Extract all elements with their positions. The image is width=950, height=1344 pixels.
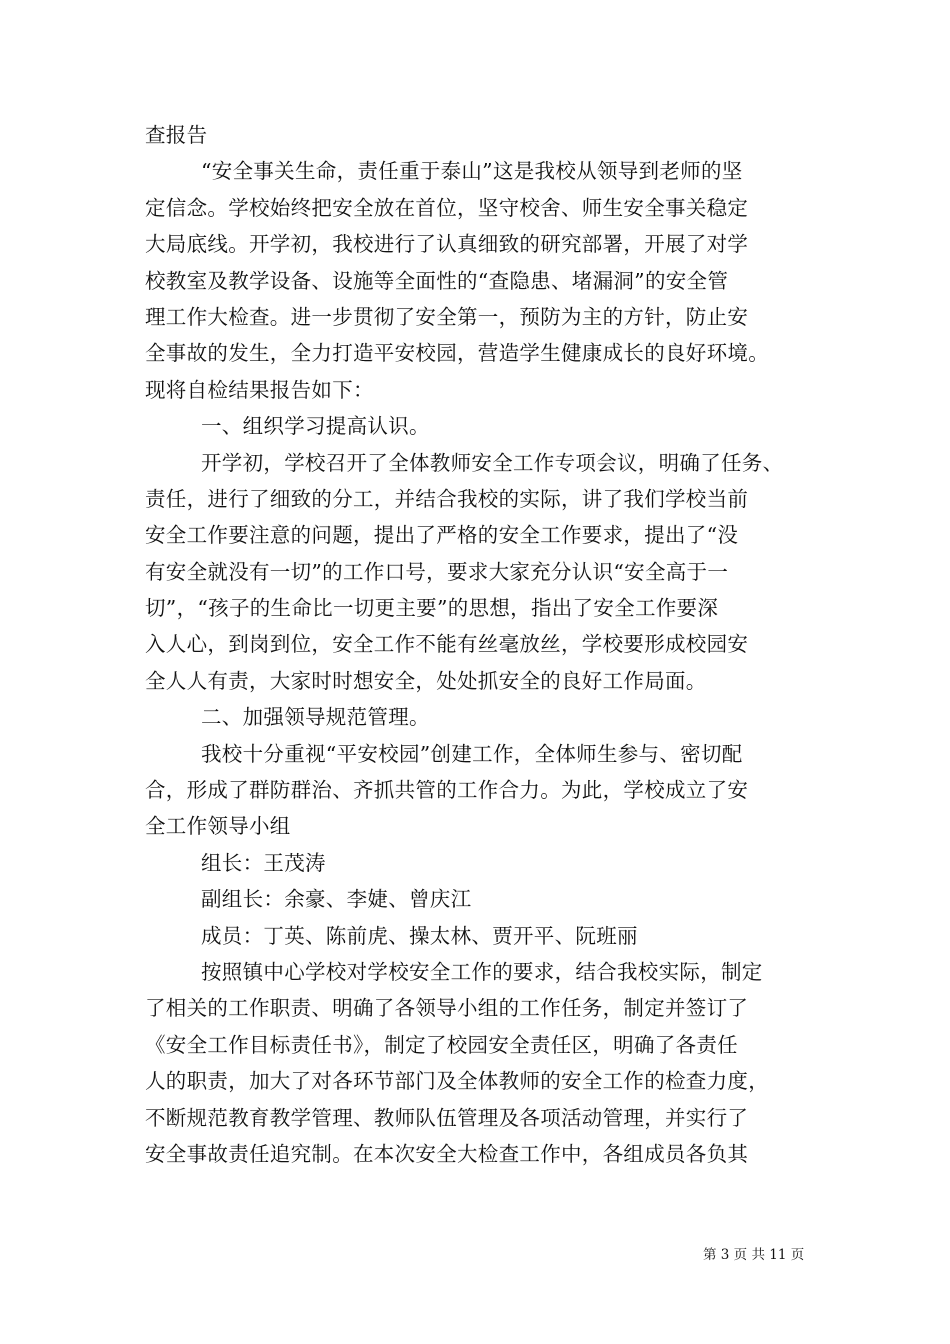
section-heading: 一、组织学习提高认识。 (201, 414, 430, 439)
text-line: 大局底线。开学初，我校进行了认真细致的研究部署，开展了对学 (145, 232, 749, 257)
text-line: 入人心，到岗到位，安全工作不能有丝毫放丝，学校要形成校园安 (145, 632, 749, 657)
text-line: 现将自检结果报告如下： (145, 377, 374, 402)
text-line: 校教室及教学设备、设施等全面性的“查隐患、堵漏洞”的安全管 (145, 268, 729, 293)
document-body (145, 117, 825, 1172)
text-line: 开学初，学校召开了全体教师安全工作专项会议，明确了任务、 (201, 450, 784, 475)
text-line: 全人人有责，大家时时想安全，处处抓安全的良好工作局面。 (145, 668, 707, 693)
deputy-leader-line: 副组长：余豪、李婕、曾庆江 (201, 887, 472, 912)
team-leader-line: 组长：王茂涛 (201, 850, 326, 875)
members-line: 成员：丁英、陈前虎、操太林、贾开平、阮班丽 (201, 923, 638, 948)
text-line: 人的职责，加大了对各环节部门及全体教师的安全工作的检查力度， (145, 1069, 769, 1094)
text-line: 理工作大检查。进一步贯彻了安全第一，预防为主的方针，防止安 (145, 304, 749, 329)
page-number: 第 3 页 共 11 页 (703, 1247, 805, 1263)
text-line: 责任，进行了细致的分工，并结合我校的实际，讲了我们学校当前 (145, 486, 749, 511)
text-line: 定信念。学校始终把安全放在首位，坚守校舍、师生安全事关稳定 (145, 195, 749, 220)
text-line: 我校十分重视“平安校园”创建工作，全体师生参与、密切配 (201, 741, 743, 766)
text-line: 安全工作要注意的问题，提出了严格的安全工作要求，提出了“没 (145, 523, 739, 548)
text-line: 全事故的发生，全力打造平安校园，营造学生健康成长的良好环境。 (145, 341, 769, 366)
text-line: 按照镇中心学校对学校安全工作的要求，结合我校实际，制定 (201, 959, 763, 984)
text-line: 全工作领导小组 (145, 814, 291, 839)
text-line: 了相关的工作职责、明确了各领导小组的工作任务，制定并签订了 (145, 996, 749, 1021)
text-line: 合，形成了群防群治、齐抓共管的工作合力。为此，学校成立了安 (145, 778, 749, 803)
text-line: 查报告 (145, 123, 208, 147)
text-line: 《安全工作目标责任书》，制定了校园安全责任区，明确了各责任 (145, 1032, 738, 1057)
section-heading: 二、加强领导规范管理。 (201, 705, 430, 730)
text-line: “安全事关生命，责任重于泰山”这是我校从领导到老师的坚 (201, 159, 743, 184)
text-line: 切”，“孩子的生命比一切更主要”的思想，指出了安全工作要深 (145, 596, 719, 621)
text-line: 不断规范教育教学管理、教师队伍管理及各项活动管理，并实行了 (145, 1105, 749, 1130)
text-line: 安全事故责任追究制。在本次安全大检查工作中，各组成员各负其 (145, 1141, 749, 1166)
text-line: 有安全就没有一切”的工作口号，要求大家充分认识“安全高于一 (145, 559, 729, 584)
